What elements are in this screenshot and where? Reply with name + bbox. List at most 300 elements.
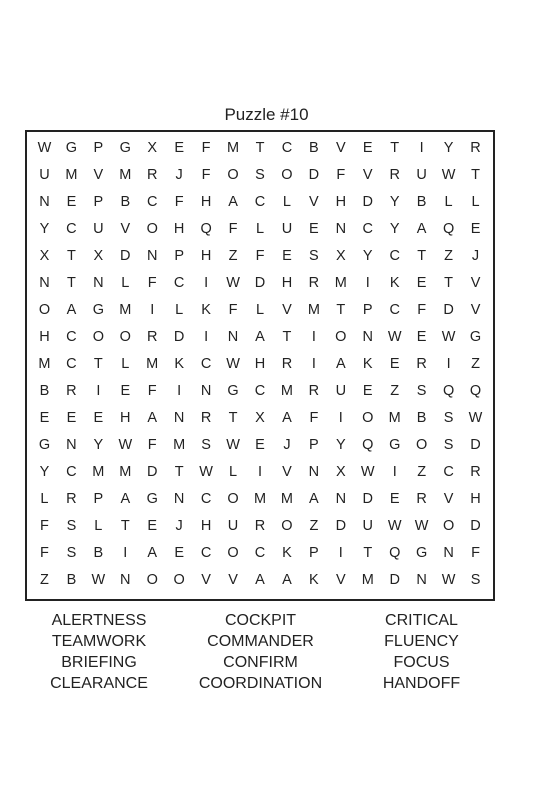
grid-letter: D bbox=[389, 571, 400, 588]
grid-letter: R bbox=[66, 382, 77, 399]
grid-letter: R bbox=[281, 355, 293, 372]
grid-letter: H bbox=[200, 193, 212, 210]
grid-letter: E bbox=[66, 193, 77, 210]
grid-letter: Z bbox=[390, 382, 400, 399]
grid-letter: C bbox=[389, 247, 400, 264]
grid-letter: C bbox=[200, 355, 212, 372]
grid-letter: G bbox=[389, 436, 401, 453]
grid-letter: D bbox=[443, 301, 454, 318]
grid-letter: C bbox=[254, 382, 266, 399]
grid-letter: I bbox=[257, 463, 262, 480]
grid-letter: R bbox=[416, 355, 427, 372]
grid-letter: R bbox=[389, 166, 400, 183]
grid-letter: H bbox=[470, 490, 481, 507]
word-list-item: ALERTNESS bbox=[51, 612, 147, 629]
grid-letter: T bbox=[66, 247, 76, 264]
grid-letter: O bbox=[146, 571, 158, 588]
grid-letter: N bbox=[308, 463, 320, 480]
grid-letter: Y bbox=[389, 193, 400, 210]
grid-letter: U bbox=[335, 382, 347, 399]
grid-letter: H bbox=[200, 517, 212, 534]
grid-letter: W bbox=[441, 166, 456, 183]
grid-letter: A bbox=[416, 220, 427, 237]
grid-letter: G bbox=[38, 436, 51, 453]
grid-letter: L bbox=[229, 463, 238, 480]
grid-letter: S bbox=[255, 166, 265, 183]
grid-letter: W bbox=[441, 571, 456, 588]
grid-letter: V bbox=[443, 490, 454, 507]
grid-letter: U bbox=[362, 517, 373, 534]
grid-letter: G bbox=[92, 301, 104, 318]
grid-letter: T bbox=[282, 328, 292, 345]
grid-letter: L bbox=[121, 274, 130, 291]
grid-letter: M bbox=[334, 274, 347, 291]
grid-letter: B bbox=[120, 193, 131, 210]
grid-letter: N bbox=[200, 382, 212, 399]
grid-letter: H bbox=[173, 220, 185, 237]
grid-letter: M bbox=[388, 409, 401, 426]
word-list-item: TEAMWORK bbox=[51, 633, 147, 650]
grid-letter: O bbox=[173, 571, 185, 588]
grid-letter: T bbox=[444, 274, 453, 291]
grid-letter: F bbox=[201, 166, 211, 183]
grid-letter: T bbox=[471, 166, 480, 183]
grid-letter: C bbox=[66, 355, 77, 372]
grid-letter: U bbox=[281, 220, 293, 237]
grid-letter: I bbox=[338, 409, 343, 426]
grid-letter: O bbox=[38, 301, 51, 318]
grid-letter: M bbox=[65, 166, 78, 183]
grid-letter: N bbox=[66, 436, 77, 453]
grid-letter: M bbox=[173, 436, 186, 453]
grid-letter: B bbox=[39, 382, 50, 399]
grid-letter: N bbox=[335, 490, 347, 507]
grid-letter: M bbox=[119, 166, 132, 183]
grid-letter: W bbox=[226, 274, 240, 291]
grid-letter: O bbox=[281, 166, 293, 183]
grid-letter: A bbox=[282, 409, 292, 426]
grid-letter: M bbox=[280, 490, 293, 507]
grid-letter: T bbox=[66, 274, 76, 291]
grid-letter: L bbox=[444, 193, 453, 210]
grid-letter: Z bbox=[471, 355, 480, 372]
grid-letter: D bbox=[335, 517, 347, 534]
grid-letter: I bbox=[204, 274, 209, 291]
grid-letter: Y bbox=[362, 247, 373, 264]
grid-letter: H bbox=[120, 409, 131, 426]
grid-letter: F bbox=[309, 409, 319, 426]
grid-letter: D bbox=[173, 328, 185, 345]
grid-letter: O bbox=[416, 436, 428, 453]
grid-letter: I bbox=[392, 463, 397, 480]
grid-letter: B bbox=[93, 544, 104, 561]
grid-letter: U bbox=[227, 517, 239, 534]
word-list-item: FLUENCY bbox=[384, 633, 459, 650]
grid-letter: C bbox=[66, 463, 77, 480]
grid-letter: B bbox=[416, 409, 427, 426]
grid-letter: R bbox=[200, 409, 212, 426]
grid-letter: E bbox=[39, 409, 50, 426]
grid-letter: N bbox=[93, 274, 104, 291]
grid-letter: R bbox=[146, 166, 158, 183]
grid-letter: H bbox=[200, 247, 212, 264]
grid-letter: N bbox=[39, 193, 50, 210]
grid-letter: W bbox=[414, 517, 429, 534]
grid-letter: L bbox=[121, 355, 130, 372]
grid-letter: V bbox=[201, 571, 211, 588]
grid-letter: O bbox=[362, 409, 374, 426]
grid-letter: S bbox=[66, 517, 77, 534]
grid-letter: X bbox=[255, 409, 265, 426]
grid-letter: N bbox=[227, 328, 239, 345]
grid-letter: I bbox=[446, 355, 451, 372]
grid-letter: L bbox=[255, 220, 265, 237]
grid-letter: Z bbox=[309, 517, 319, 534]
grid-letter: Z bbox=[228, 247, 238, 264]
grid-letter: O bbox=[227, 166, 239, 183]
grid-letter: N bbox=[39, 274, 50, 291]
grid-letter: V bbox=[335, 571, 346, 588]
grid-letter: R bbox=[66, 490, 77, 507]
grid-letter: D bbox=[470, 517, 481, 534]
grid-letter: W bbox=[468, 409, 483, 426]
grid-letter: O bbox=[146, 220, 158, 237]
grid-letter: C bbox=[66, 220, 77, 237]
grid-letter: V bbox=[282, 463, 292, 480]
grid-letter: V bbox=[335, 139, 346, 156]
grid-letter: G bbox=[65, 139, 78, 156]
grid-letter: Y bbox=[335, 436, 346, 453]
grid-letter: L bbox=[255, 301, 265, 318]
grid-letter: E bbox=[470, 220, 481, 237]
grid-letter: W bbox=[226, 355, 240, 372]
word-list-item: CLEARANCE bbox=[50, 675, 148, 692]
grid-letter: C bbox=[173, 274, 185, 291]
grid-letter: E bbox=[120, 382, 131, 399]
grid-letter: W bbox=[91, 571, 106, 588]
grid-letter: C bbox=[146, 193, 158, 210]
grid-letter: B bbox=[309, 139, 319, 156]
grid-letter: F bbox=[174, 193, 184, 210]
grid-letter: B bbox=[416, 193, 427, 210]
grid-letter: X bbox=[335, 463, 346, 480]
grid-letter: E bbox=[282, 247, 292, 264]
grid-letter: I bbox=[177, 382, 182, 399]
grid-letter: K bbox=[362, 355, 373, 372]
grid-letter: U bbox=[416, 166, 427, 183]
grid-letter: L bbox=[94, 517, 103, 534]
grid-letter: L bbox=[282, 193, 291, 210]
grid-letter: J bbox=[283, 436, 291, 453]
grid-letter: A bbox=[228, 193, 238, 210]
grid-letter: R bbox=[416, 490, 427, 507]
word-list-column bbox=[173, 610, 348, 694]
grid-letter: M bbox=[119, 301, 132, 318]
grid-letter: P bbox=[93, 193, 104, 210]
word-list bbox=[25, 610, 495, 694]
grid-letter: A bbox=[120, 490, 131, 507]
grid-letter: T bbox=[93, 355, 103, 372]
grid-letter: D bbox=[362, 193, 373, 210]
grid-letter: A bbox=[282, 571, 292, 588]
grid-letter: I bbox=[311, 355, 316, 372]
grid-letter: C bbox=[66, 328, 77, 345]
grid-letter: W bbox=[441, 328, 456, 345]
grid-letter: S bbox=[66, 544, 77, 561]
grid-letter: Y bbox=[389, 220, 400, 237]
grid-letter: S bbox=[309, 247, 319, 264]
grid-letter: D bbox=[470, 436, 481, 453]
grid-letter: O bbox=[281, 517, 293, 534]
word-list-item: CRITICAL bbox=[385, 612, 458, 629]
grid-letter: M bbox=[92, 463, 105, 480]
grid-letter: Y bbox=[93, 436, 104, 453]
word-list-item: COMMANDER bbox=[207, 633, 314, 650]
grid-letter: T bbox=[255, 139, 265, 156]
grid-letter: O bbox=[335, 328, 347, 345]
grid-letter: V bbox=[93, 166, 104, 183]
grid-letter: C bbox=[443, 463, 454, 480]
grid-letter: D bbox=[120, 247, 131, 264]
grid-letter: N bbox=[173, 490, 185, 507]
grid-letter: E bbox=[389, 355, 400, 372]
grid-letter: O bbox=[119, 328, 131, 345]
grid-letter: E bbox=[362, 382, 373, 399]
grid-letter: O bbox=[227, 544, 239, 561]
grid-letter: E bbox=[416, 328, 427, 345]
grid-letter: R bbox=[470, 139, 481, 156]
grid-letter: A bbox=[147, 544, 158, 561]
grid-letter: A bbox=[335, 355, 346, 372]
grid-letter: V bbox=[282, 301, 292, 318]
grid-letter: A bbox=[255, 571, 265, 588]
grid-letter: E bbox=[147, 517, 158, 534]
grid-letter: X bbox=[335, 247, 346, 264]
grid-letter: F bbox=[471, 544, 480, 561]
grid-letter: K bbox=[309, 571, 319, 588]
grid-letter: P bbox=[174, 247, 184, 264]
grid-letter: N bbox=[173, 409, 185, 426]
grid-letter: G bbox=[227, 382, 239, 399]
grid-letter: P bbox=[93, 490, 104, 507]
grid-letter: O bbox=[227, 490, 239, 507]
grid-letter: E bbox=[174, 139, 184, 156]
grid-letter: G bbox=[469, 328, 482, 345]
grid-letter: N bbox=[146, 247, 158, 264]
grid-letter: R bbox=[308, 274, 320, 291]
grid-letter: T bbox=[336, 301, 346, 318]
grid-letter: K bbox=[201, 301, 211, 318]
grid-letter: Q bbox=[469, 382, 482, 399]
grid-letter: I bbox=[338, 544, 343, 561]
grid-letter: C bbox=[200, 544, 212, 561]
grid-letter: E bbox=[309, 220, 319, 237]
grid-letter: J bbox=[175, 166, 183, 183]
grid-letter: C bbox=[362, 220, 373, 237]
word-list-item: COORDINATION bbox=[198, 675, 323, 692]
word-list-item: FOCUS bbox=[393, 654, 450, 671]
word-list-item: BRIEFING bbox=[61, 654, 137, 671]
grid-letter: C bbox=[389, 301, 400, 318]
grid-letter: D bbox=[254, 274, 266, 291]
grid-letter: I bbox=[204, 328, 209, 345]
grid-letter: H bbox=[254, 355, 266, 372]
grid-letter: K bbox=[389, 274, 400, 291]
grid-letter: N bbox=[120, 571, 131, 588]
grid-letter: S bbox=[470, 571, 481, 588]
grid-letter: X bbox=[93, 247, 104, 264]
grid-letter: U bbox=[93, 220, 104, 237]
grid-letter: W bbox=[226, 436, 240, 453]
grid-letter: E bbox=[66, 409, 77, 426]
grid-letter: I bbox=[150, 301, 155, 318]
grid-letter: L bbox=[471, 193, 480, 210]
grid-letter: V bbox=[362, 166, 373, 183]
grid-letter: Q bbox=[442, 220, 455, 237]
grid-letter: M bbox=[146, 355, 159, 372]
grid-letter: P bbox=[309, 544, 319, 561]
grid-letter: T bbox=[174, 463, 184, 480]
word-list-column bbox=[348, 610, 495, 694]
grid-letter: W bbox=[360, 463, 375, 480]
grid-letter: F bbox=[147, 274, 157, 291]
grid-letter: F bbox=[228, 301, 238, 318]
grid-letter: C bbox=[254, 193, 266, 210]
grid-letter: A bbox=[66, 301, 77, 318]
grid-letter: F bbox=[336, 166, 346, 183]
grid-letter: T bbox=[390, 139, 400, 156]
grid-letter: R bbox=[254, 517, 266, 534]
grid-letter: Q bbox=[200, 220, 212, 237]
grid-letter: E bbox=[362, 139, 373, 156]
grid-letter: V bbox=[228, 571, 238, 588]
grid-letter: R bbox=[146, 328, 158, 345]
grid-letter: U bbox=[39, 166, 50, 183]
grid-letter: I bbox=[123, 544, 128, 561]
grid-letter: S bbox=[201, 436, 211, 453]
grid-letter: P bbox=[309, 436, 319, 453]
grid-letter: I bbox=[419, 139, 424, 156]
grid-letter: V bbox=[470, 274, 481, 291]
grid-letter: E bbox=[255, 436, 265, 453]
grid-letter: A bbox=[147, 409, 158, 426]
grid-letter: N bbox=[335, 220, 347, 237]
grid-letter: W bbox=[387, 517, 402, 534]
grid-letter: Y bbox=[39, 463, 50, 480]
grid-letter: E bbox=[174, 544, 184, 561]
grid-letter: Y bbox=[443, 139, 454, 156]
grid-letter: E bbox=[416, 274, 427, 291]
grid-letter: I bbox=[365, 274, 370, 291]
grid-letter: L bbox=[175, 301, 184, 318]
grid-letter: Z bbox=[444, 247, 453, 264]
grid-letter: X bbox=[147, 139, 158, 156]
grid-letter: M bbox=[280, 382, 293, 399]
word-list-column bbox=[25, 610, 173, 694]
grid-letter: I bbox=[96, 382, 101, 399]
word-list-item: COCKPIT bbox=[224, 612, 297, 629]
grid-letter: G bbox=[416, 544, 428, 561]
grid-letter: I bbox=[311, 328, 316, 345]
grid-letter: M bbox=[38, 355, 51, 372]
grid-letter: Z bbox=[417, 463, 427, 480]
grid-letter: R bbox=[308, 382, 320, 399]
grid-letter: F bbox=[147, 436, 157, 453]
grid-letter: O bbox=[92, 328, 104, 345]
grid-letter: V bbox=[470, 301, 481, 318]
grid-letter: H bbox=[39, 328, 50, 345]
grid-letter: L bbox=[40, 490, 49, 507]
grid-letter: G bbox=[119, 139, 131, 156]
grid-letter: W bbox=[37, 139, 52, 156]
grid-letter: W bbox=[387, 328, 402, 345]
grid-letter: P bbox=[93, 139, 104, 156]
grid-letter: F bbox=[255, 247, 265, 264]
grid-letter: R bbox=[470, 463, 481, 480]
grid-letter: M bbox=[361, 571, 374, 588]
grid-letter: M bbox=[253, 490, 267, 507]
grid-letter: F bbox=[40, 544, 49, 561]
grid-letter: N bbox=[443, 544, 454, 561]
grid-letter: D bbox=[308, 166, 320, 183]
grid-letter: Q bbox=[389, 544, 401, 561]
grid-letter: T bbox=[417, 247, 427, 264]
grid-letter: J bbox=[471, 247, 480, 264]
grid-letter: X bbox=[39, 247, 50, 264]
grid-letter: S bbox=[443, 436, 454, 453]
grid-letter: W bbox=[118, 436, 133, 453]
grid-letter: M bbox=[227, 139, 240, 156]
grid-letter: K bbox=[282, 544, 292, 561]
grid-letter: C bbox=[254, 544, 266, 561]
grid-letter: S bbox=[443, 409, 454, 426]
grid-letter: M bbox=[307, 301, 320, 318]
grid-letter: P bbox=[362, 301, 373, 318]
grid-letter: Q bbox=[362, 436, 374, 453]
puzzle-title: Puzzle #10 bbox=[224, 105, 309, 124]
grid-letter: H bbox=[335, 193, 347, 210]
grid-letter: Z bbox=[40, 571, 49, 588]
grid-letter: A bbox=[255, 328, 265, 345]
grid-letter: S bbox=[416, 382, 427, 399]
grid-letter: T bbox=[120, 517, 130, 534]
grid-letter: H bbox=[281, 274, 293, 291]
grid-letter: F bbox=[147, 382, 157, 399]
grid-letter: M bbox=[119, 463, 132, 480]
grid-letter: Q bbox=[442, 382, 455, 399]
grid-letter: T bbox=[363, 544, 373, 561]
grid-letter: G bbox=[146, 490, 158, 507]
grid-letter: F bbox=[40, 517, 49, 534]
grid-letter: F bbox=[201, 139, 211, 156]
grid-letter: C bbox=[200, 490, 212, 507]
grid-letter: D bbox=[362, 490, 373, 507]
grid-letter: B bbox=[66, 571, 77, 588]
grid-letter: A bbox=[309, 490, 319, 507]
letter-grid bbox=[25, 130, 495, 601]
grid-letter: W bbox=[199, 463, 213, 480]
grid-letter: K bbox=[174, 355, 184, 372]
grid-letter: O bbox=[442, 517, 455, 534]
grid-letter: F bbox=[228, 220, 238, 237]
grid-letter: E bbox=[93, 409, 104, 426]
grid-letter: T bbox=[228, 409, 238, 426]
grid-letter: N bbox=[416, 571, 427, 588]
grid-letter: Y bbox=[39, 220, 50, 237]
grid-letter: V bbox=[309, 193, 319, 210]
grid-letter: J bbox=[175, 517, 183, 534]
grid-letter: F bbox=[417, 301, 427, 318]
